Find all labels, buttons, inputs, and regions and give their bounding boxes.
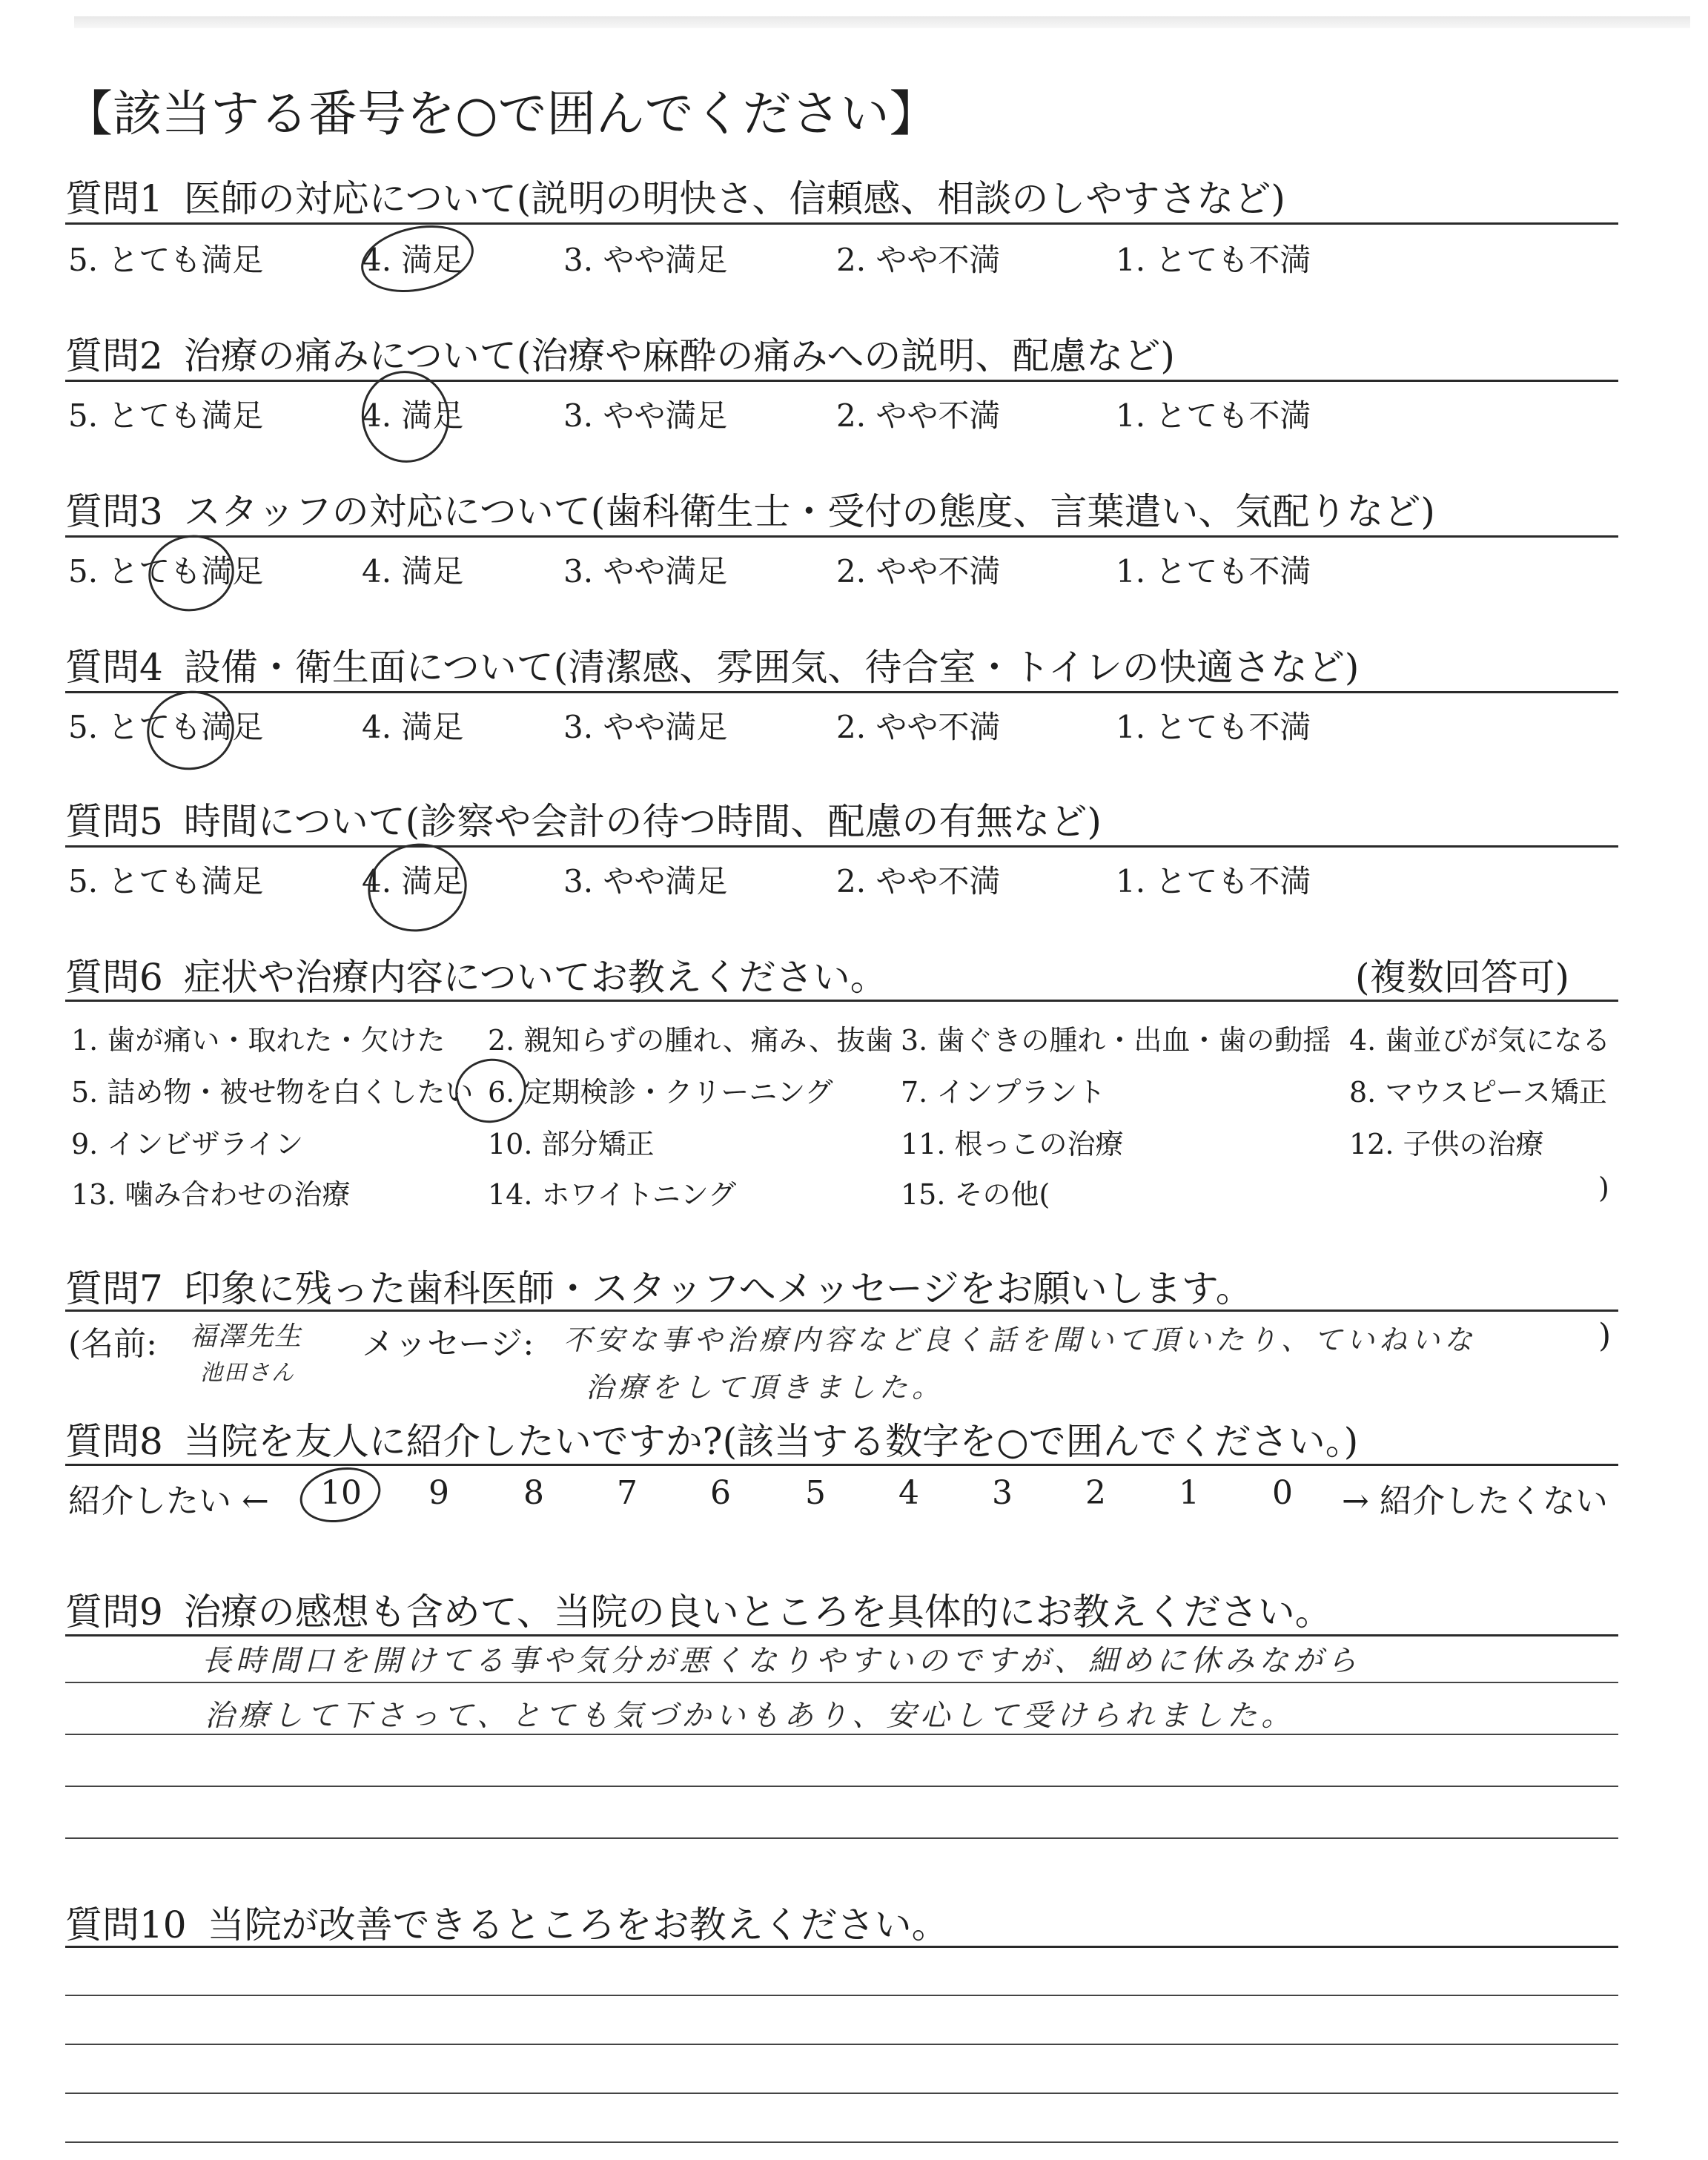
q5-title (65, 792, 1102, 845)
q6-option-5[interactable]: 5. 詰め物・被せ物を白くしたい (71, 1076, 474, 1109)
q3-option-4[interactable]: 4. 満足 (362, 553, 464, 589)
q2-title (65, 326, 1175, 380)
q6-option-8[interactable]: 8. マウスピース矯正 (1349, 1076, 1607, 1109)
q7-number: 質問7 (65, 1267, 163, 1310)
q10-title (65, 1895, 949, 1949)
q9-writing-line-1 (65, 1682, 1618, 1683)
q8-scale-8[interactable]: 8 (523, 1474, 544, 1512)
q3-rule (65, 535, 1618, 538)
q8-number: 質問8 (65, 1420, 163, 1463)
q6-option-2[interactable]: 2. 親知らずの腫れ、痛み、抜歯 (488, 1024, 893, 1057)
q8-text: 当院を友人に紹介したいですか?(該当する数字を○で囲んでください。) (183, 1420, 1359, 1463)
q4-option-5[interactable]: 5. とても満足 (68, 709, 264, 745)
q9-answer-line-1[interactable]: 長時間口を開けてる事や気分が悪くなりやすいのですが、細めに休みながら (202, 1644, 1361, 1678)
q10-number: 質問10 (65, 1903, 187, 1946)
q6-other-close-paren: ) (1598, 1172, 1609, 1204)
q9-number: 質問9 (65, 1591, 163, 1634)
q6-option-7[interactable]: 7. インプラント (901, 1076, 1106, 1109)
q9-title (65, 1582, 1332, 1636)
q4-selection-circle (139, 683, 241, 778)
q7-text: 印象に残った歯科医師・スタッフへメッセージをお願いします。 (183, 1267, 1253, 1310)
q9-writing-line-3 (65, 1786, 1618, 1787)
q2-option-1[interactable]: 1. とても不満 (1116, 397, 1311, 434)
q10-writing-line-4 (65, 2141, 1618, 2143)
q9-writing-line-4 (65, 1837, 1618, 1839)
q1-rule (65, 222, 1618, 225)
q7-message-label: メッセージ: (362, 1325, 534, 1363)
q1-text: 医師の対応について(説明の明快さ、信頼感、相談のしやすさなど) (183, 177, 1285, 220)
q6-option-6[interactable]: 6. 定期検診・クリーニング (488, 1076, 833, 1109)
q6-text: 症状や治療内容についてお教えください。 (183, 956, 887, 999)
q8-scale-6[interactable]: 6 (710, 1474, 731, 1512)
q7-name-label: (名前: (68, 1325, 157, 1363)
q2-rule (65, 380, 1618, 382)
q7-title (65, 1259, 1253, 1312)
q6-option-1[interactable]: 1. 歯が痛い・取れた・欠けた (71, 1024, 446, 1057)
q6-option-14[interactable]: 14. ホワイトニング (488, 1178, 737, 1211)
q4-title (65, 638, 1359, 691)
q8-left-label: 紹介したい ← (68, 1482, 269, 1520)
q3-title (65, 482, 1435, 535)
q1-title (65, 169, 1285, 222)
q8-scale-2[interactable]: 2 (1085, 1474, 1106, 1512)
q6-rule (65, 1000, 1618, 1002)
q3-option-5[interactable]: 5. とても満足 (68, 553, 264, 589)
q6-note: (複数回答可) (1355, 956, 1570, 999)
q8-scale-3[interactable]: 3 (992, 1474, 1013, 1512)
q1-number: 質問1 (65, 177, 163, 220)
q6-option-13[interactable]: 13. 噛み合わせの治療 (71, 1178, 351, 1211)
q9-answer-line-2[interactable]: 治療して下さって、とても気づかいもあり、安心して受けられました。 (205, 1699, 1296, 1733)
q7-close-paren: ) (1598, 1317, 1612, 1355)
q8-scale-5[interactable]: 5 (805, 1474, 826, 1512)
q6-option-15[interactable]: 15. その他( (901, 1178, 1050, 1211)
q6-option-12[interactable]: 12. 子供の治療 (1349, 1128, 1544, 1160)
q6-title (65, 948, 887, 1001)
q3-option-1[interactable]: 1. とても不満 (1116, 553, 1311, 589)
q10-text: 当院が改善できるところをお教えください。 (207, 1903, 949, 1946)
q1-selection-circle (355, 216, 480, 302)
q7-name-2[interactable]: 池田さん (200, 1360, 295, 1386)
q5-option-3[interactable]: 3. やや満足 (563, 863, 728, 899)
q1-option-3[interactable]: 3. やや満足 (563, 242, 728, 278)
q4-option-1[interactable]: 1. とても不満 (1116, 709, 1311, 745)
q2-number: 質問2 (65, 334, 163, 377)
q4-option-2[interactable]: 2. やや不満 (836, 709, 1001, 745)
q2-text: 治療の痛みについて(治療や麻酔の痛みへの説明、配慮など) (183, 334, 1175, 377)
q9-writing-line-2 (65, 1734, 1618, 1735)
q5-rule (65, 845, 1618, 848)
q8-scale-1[interactable]: 1 (1179, 1474, 1199, 1512)
q5-number: 質問5 (65, 800, 163, 843)
q8-right-label: → 紹介したくない (1342, 1482, 1608, 1520)
page-heading: 【該当する番号を○で囲んでください】 (64, 85, 939, 142)
q8-scale-9[interactable]: 9 (428, 1474, 449, 1512)
q6-option-4[interactable]: 4. 歯並びが気になる (1349, 1024, 1611, 1057)
scan-edge (74, 16, 1690, 28)
q8-scale-4[interactable]: 4 (898, 1474, 919, 1512)
q3-selection-circle (142, 527, 242, 619)
q7-name-1[interactable]: 福澤先生 (190, 1321, 303, 1352)
q2-option-5[interactable]: 5. とても満足 (68, 397, 264, 434)
q7-message-line-1[interactable]: 不安な事や治療内容など良く話を聞いて頂いたり、ていねいな (563, 1324, 1477, 1356)
q8-scale-10[interactable]: 10 (320, 1474, 362, 1512)
q6-option-9[interactable]: 9. インビザライン (71, 1128, 304, 1160)
q5-option-5[interactable]: 5. とても満足 (68, 863, 264, 899)
q4-option-3[interactable]: 3. やや満足 (563, 709, 728, 745)
q7-rule (65, 1309, 1618, 1312)
q1-option-4[interactable]: 4. 満足 (362, 242, 464, 278)
q10-writing-line-1 (65, 1995, 1618, 1996)
q6-option-3[interactable]: 3. 歯ぐきの腫れ・出血・歯の動揺 (901, 1024, 1331, 1057)
q9-rule (65, 1634, 1618, 1636)
q3-text: スタッフの対応について(歯科衛生士・受付の態度、言葉遣い、気配りなど) (183, 490, 1435, 533)
q6-number: 質問6 (65, 956, 163, 999)
q1-option-2[interactable]: 2. やや不満 (836, 242, 1001, 278)
q3-number: 質問3 (65, 490, 163, 533)
q5-option-1[interactable]: 1. とても不満 (1116, 863, 1311, 899)
q4-option-4[interactable]: 4. 満足 (362, 709, 464, 745)
q10-writing-line-3 (65, 2093, 1618, 2094)
q1-option-1[interactable]: 1. とても不満 (1116, 242, 1311, 278)
q4-text: 設備・衛生面について(清潔感、雰囲気、待合室・トイレの快適さなど) (183, 646, 1360, 689)
q4-number: 質問4 (65, 646, 163, 689)
q9-text: 治療の感想も含めて、当院の良いところを具体的にお教えください。 (183, 1591, 1332, 1634)
q10-writing-line-2 (65, 2044, 1618, 2045)
q3-option-2[interactable]: 2. やや不満 (836, 553, 1001, 589)
q8-selection-circle (295, 1460, 386, 1529)
q3-option-3[interactable]: 3. やや満足 (563, 553, 728, 589)
q5-selection-circle (360, 834, 475, 940)
q6-selection-circle (449, 1052, 532, 1129)
q2-option-2[interactable]: 2. やや不満 (836, 397, 1001, 434)
q2-option-3[interactable]: 3. やや満足 (563, 397, 728, 434)
q4-rule (65, 691, 1618, 693)
q1-option-5[interactable]: 5. とても満足 (68, 242, 264, 278)
q7-message-line-2[interactable]: 治療をして頂きました。 (586, 1371, 945, 1404)
q6-option-11[interactable]: 11. 根っこの治療 (901, 1128, 1124, 1160)
q8-scale-0[interactable]: 0 (1272, 1474, 1293, 1512)
q10-rule (65, 1946, 1618, 1948)
q8-scale-7[interactable]: 7 (617, 1474, 638, 1512)
q2-option-4[interactable]: 4. 満足 (362, 397, 464, 434)
q6-option-10[interactable]: 10. 部分矯正 (488, 1128, 655, 1160)
q8-title (65, 1412, 1358, 1465)
q5-option-2[interactable]: 2. やや不満 (836, 863, 1001, 899)
q5-option-4[interactable]: 4. 満足 (362, 863, 464, 899)
q5-text: 時間について(診察や会計の待つ時間、配慮の有無など) (183, 800, 1102, 843)
q8-rule (65, 1464, 1618, 1466)
